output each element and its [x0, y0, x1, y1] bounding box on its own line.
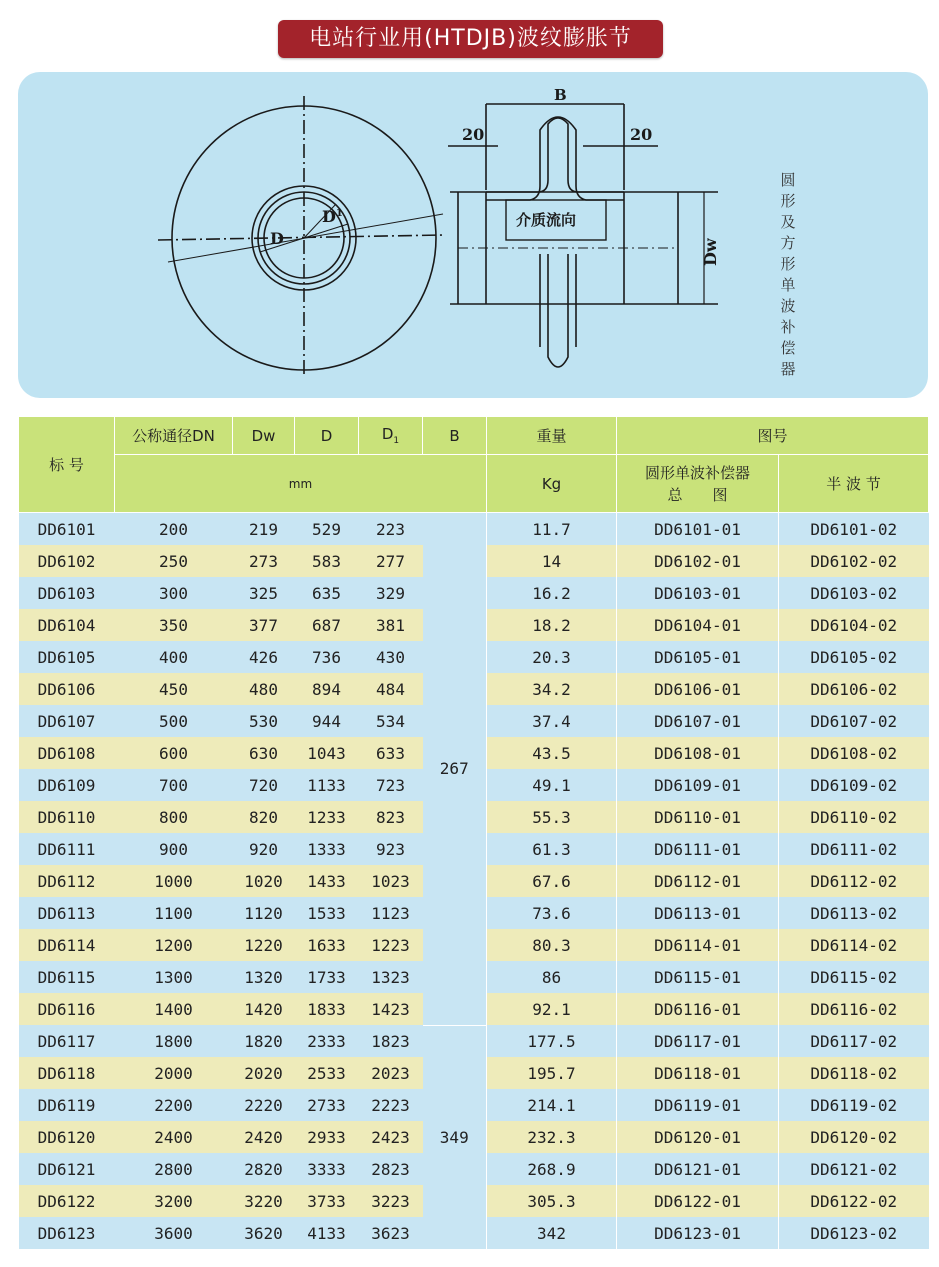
- cell-assembly: DD6104-01: [617, 609, 779, 641]
- header-drawing-no: 图号: [617, 417, 929, 455]
- cell-assembly: DD6112-01: [617, 865, 779, 897]
- cell-dn: 600: [115, 737, 233, 769]
- cell-d: 529: [295, 513, 359, 546]
- cell-dw: 720: [233, 769, 295, 801]
- cell-d1: 2223: [359, 1089, 423, 1121]
- cell-half-wave: DD6104-02: [779, 609, 929, 641]
- cell-d: 1433: [295, 865, 359, 897]
- cell-dn: 1300: [115, 961, 233, 993]
- cell-d1: 2423: [359, 1121, 423, 1153]
- table-row: [19, 513, 929, 546]
- cell-dn: 250: [115, 545, 233, 577]
- cell-d: 944: [295, 705, 359, 737]
- cell-dn: 700: [115, 769, 233, 801]
- cell-half-wave: DD6116-02: [779, 993, 929, 1025]
- cell-mark: DD6103: [19, 577, 115, 609]
- cell-mark: DD6114: [19, 929, 115, 961]
- cell-mark: DD6111: [19, 833, 115, 865]
- cell-assembly: DD6116-01: [617, 993, 779, 1025]
- cell-weight: 61.3: [487, 833, 617, 865]
- cell-dn: 2200: [115, 1089, 233, 1121]
- table-body: [19, 513, 929, 1250]
- cell-dn: 2800: [115, 1153, 233, 1185]
- cell-weight: 16.2: [487, 577, 617, 609]
- cell-d1: 223: [359, 513, 423, 546]
- cell-dw: 820: [233, 801, 295, 833]
- cell-half-wave: DD6109-02: [779, 769, 929, 801]
- cell-dw: 1820: [233, 1025, 295, 1057]
- cell-mark: DD6113: [19, 897, 115, 929]
- cell-weight: 18.2: [487, 609, 617, 641]
- cell-half-wave: DD6102-02: [779, 545, 929, 577]
- cell-mark: DD6118: [19, 1057, 115, 1089]
- cell-d: 1233: [295, 801, 359, 833]
- cell-d1: 484: [359, 673, 423, 705]
- cell-weight: 34.2: [487, 673, 617, 705]
- cell-half-wave: DD6113-02: [779, 897, 929, 929]
- cell-d1: 3623: [359, 1217, 423, 1249]
- cell-weight: 195.7: [487, 1057, 617, 1089]
- cell-d1: 534: [359, 705, 423, 737]
- cell-dn: 1800: [115, 1025, 233, 1057]
- cell-weight: 177.5: [487, 1025, 617, 1057]
- cell-d1: 1023: [359, 865, 423, 897]
- cell-mark: DD6112: [19, 865, 115, 897]
- cell-weight: 92.1: [487, 993, 617, 1025]
- cell-d: 4133: [295, 1217, 359, 1249]
- cell-d: 1733: [295, 961, 359, 993]
- cell-dw: 377: [233, 609, 295, 641]
- cell-mark: DD6108: [19, 737, 115, 769]
- cell-d: 736: [295, 641, 359, 673]
- cell-dn: 400: [115, 641, 233, 673]
- side-label: 圆形及方形单波补偿器: [780, 171, 796, 378]
- cell-dn: 450: [115, 673, 233, 705]
- cell-dn: 3200: [115, 1185, 233, 1217]
- cell-dn: 1000: [115, 865, 233, 897]
- cell-d1: 430: [359, 641, 423, 673]
- cell-d1: 723: [359, 769, 423, 801]
- cell-mark: DD6102: [19, 545, 115, 577]
- cell-weight: 20.3: [487, 641, 617, 673]
- cell-dw: 1220: [233, 929, 295, 961]
- cell-mark: DD6105: [19, 641, 115, 673]
- cell-d: 583: [295, 545, 359, 577]
- cell-assembly: DD6117-01: [617, 1025, 779, 1057]
- cell-mark: DD6119: [19, 1089, 115, 1121]
- cell-assembly: DD6105-01: [617, 641, 779, 673]
- cell-mark: DD6123: [19, 1217, 115, 1249]
- cell-weight: 11.7: [487, 513, 617, 546]
- cell-weight: 55.3: [487, 801, 617, 833]
- cell-half-wave: DD6122-02: [779, 1185, 929, 1217]
- cell-mark: DD6115: [19, 961, 115, 993]
- cell-assembly: DD6114-01: [617, 929, 779, 961]
- cell-mark: DD6110: [19, 801, 115, 833]
- cell-d: 1533: [295, 897, 359, 929]
- cell-assembly: DD6106-01: [617, 673, 779, 705]
- cell-assembly: DD6119-01: [617, 1089, 779, 1121]
- cell-assembly: DD6110-01: [617, 801, 779, 833]
- cell-d: 1133: [295, 769, 359, 801]
- cell-weight: 49.1: [487, 769, 617, 801]
- cell-d1: 277: [359, 545, 423, 577]
- cell-assembly: DD6123-01: [617, 1217, 779, 1249]
- cell-weight: 342: [487, 1217, 617, 1249]
- cell-assembly: DD6121-01: [617, 1153, 779, 1185]
- spec-table-wrap: [18, 416, 928, 1249]
- cell-assembly: DD6120-01: [617, 1121, 779, 1153]
- cell-mark: DD6106: [19, 673, 115, 705]
- cell-d1: 1123: [359, 897, 423, 929]
- cell-dn: 300: [115, 577, 233, 609]
- cell-d1: 329: [359, 577, 423, 609]
- cell-dw: 1120: [233, 897, 295, 929]
- cell-dw: 920: [233, 833, 295, 865]
- header-weight: 重量: [487, 417, 617, 455]
- cell-half-wave: DD6108-02: [779, 737, 929, 769]
- cell-dw: 426: [233, 641, 295, 673]
- cell-d1: 823: [359, 801, 423, 833]
- cell-dn: 1200: [115, 929, 233, 961]
- cell-dw: 325: [233, 577, 295, 609]
- header-dw: Dw: [233, 417, 295, 455]
- cell-dn: 350: [115, 609, 233, 641]
- cell-half-wave: DD6123-02: [779, 1217, 929, 1249]
- cell-weight: 73.6: [487, 897, 617, 929]
- dim-b-label: B: [554, 86, 567, 104]
- cell-dw: 219: [233, 513, 295, 546]
- cell-assembly: DD6113-01: [617, 897, 779, 929]
- cell-mark: DD6116: [19, 993, 115, 1025]
- cell-half-wave: DD6111-02: [779, 833, 929, 865]
- dim-d1-label: $D^1$: [322, 207, 343, 226]
- cell-b: 349: [423, 1025, 487, 1249]
- cell-dw: 3220: [233, 1185, 295, 1217]
- cell-d: 1333: [295, 833, 359, 865]
- dim-dw-label: Dw: [701, 238, 720, 266]
- cell-dw: 1020: [233, 865, 295, 897]
- cell-assembly: DD6108-01: [617, 737, 779, 769]
- header-b: B: [423, 417, 487, 455]
- header-d: D: [295, 417, 359, 455]
- cell-mark: DD6104: [19, 609, 115, 641]
- cell-d1: 1423: [359, 993, 423, 1025]
- page-title: 电站行业用(HTDJB)波纹膨胀节: [278, 20, 663, 58]
- cell-dw: 530: [233, 705, 295, 737]
- dim-20-left-label: 20: [462, 125, 485, 144]
- cell-weight: 14: [487, 545, 617, 577]
- header-mark: 标 号: [19, 417, 115, 513]
- cell-weight: 80.3: [487, 929, 617, 961]
- header-d1: $D_1$: [359, 417, 423, 455]
- cell-d1: 3223: [359, 1185, 423, 1217]
- cell-dw: 1320: [233, 961, 295, 993]
- cell-d1: 2023: [359, 1057, 423, 1089]
- cell-dn: 1100: [115, 897, 233, 929]
- cell-half-wave: DD6107-02: [779, 705, 929, 737]
- cell-d1: 1223: [359, 929, 423, 961]
- cell-weight: 43.5: [487, 737, 617, 769]
- cell-assembly: DD6118-01: [617, 1057, 779, 1089]
- cell-half-wave: DD6106-02: [779, 673, 929, 705]
- cell-assembly: DD6122-01: [617, 1185, 779, 1217]
- cell-d: 2733: [295, 1089, 359, 1121]
- cell-assembly: DD6101-01: [617, 513, 779, 546]
- cell-assembly: DD6102-01: [617, 545, 779, 577]
- cell-d: 3733: [295, 1185, 359, 1217]
- cell-mark: DD6107: [19, 705, 115, 737]
- cell-dn: 2000: [115, 1057, 233, 1089]
- cell-half-wave: DD6119-02: [779, 1089, 929, 1121]
- cell-weight: 37.4: [487, 705, 617, 737]
- cell-weight: 305.3: [487, 1185, 617, 1217]
- header-unit-mm: mm: [115, 455, 487, 513]
- cell-dn: 1400: [115, 993, 233, 1025]
- dim-20-right-label: 20: [630, 125, 653, 144]
- cell-dw: 3620: [233, 1217, 295, 1249]
- cell-dw: 2220: [233, 1089, 295, 1121]
- cell-d: 1043: [295, 737, 359, 769]
- cell-dw: 2820: [233, 1153, 295, 1185]
- cell-d: 1833: [295, 993, 359, 1025]
- cell-d: 2933: [295, 1121, 359, 1153]
- cell-dw: 630: [233, 737, 295, 769]
- cell-assembly: DD6111-01: [617, 833, 779, 865]
- cell-mark: DD6109: [19, 769, 115, 801]
- cell-half-wave: DD6112-02: [779, 865, 929, 897]
- cell-assembly: DD6109-01: [617, 769, 779, 801]
- cell-mark: DD6120: [19, 1121, 115, 1153]
- spec-table: [18, 416, 929, 1249]
- cell-weight: 268.9: [487, 1153, 617, 1185]
- cell-d1: 923: [359, 833, 423, 865]
- cell-weight: 67.6: [487, 865, 617, 897]
- cell-d: 894: [295, 673, 359, 705]
- header-assembly: 圆形单波补偿器 总 图: [617, 455, 779, 513]
- cell-half-wave: DD6105-02: [779, 641, 929, 673]
- cell-dw: 2420: [233, 1121, 295, 1153]
- cell-mark: DD6101: [19, 513, 115, 546]
- cell-half-wave: DD6101-02: [779, 513, 929, 546]
- cell-weight: 232.3: [487, 1121, 617, 1153]
- cell-dn: 3600: [115, 1217, 233, 1249]
- cell-d1: 1823: [359, 1025, 423, 1057]
- header-unit-kg: Kg: [487, 455, 617, 513]
- cell-mark: DD6121: [19, 1153, 115, 1185]
- cell-d: 687: [295, 609, 359, 641]
- cell-d1: 381: [359, 609, 423, 641]
- cell-b: 267: [423, 513, 487, 1026]
- cell-mark: DD6122: [19, 1185, 115, 1217]
- cell-d: 2333: [295, 1025, 359, 1057]
- cell-dw: 1420: [233, 993, 295, 1025]
- cell-d1: 633: [359, 737, 423, 769]
- cell-dw: 2020: [233, 1057, 295, 1089]
- cell-d1: 2823: [359, 1153, 423, 1185]
- cell-d: 635: [295, 577, 359, 609]
- cell-weight: 214.1: [487, 1089, 617, 1121]
- cell-half-wave: DD6121-02: [779, 1153, 929, 1185]
- cell-d: 1633: [295, 929, 359, 961]
- cell-d1: 1323: [359, 961, 423, 993]
- cell-dw: 480: [233, 673, 295, 705]
- dim-d-label: D: [270, 229, 284, 248]
- cell-weight: 86: [487, 961, 617, 993]
- cell-dn: 200: [115, 513, 233, 546]
- cell-half-wave: DD6114-02: [779, 929, 929, 961]
- cell-half-wave: DD6110-02: [779, 801, 929, 833]
- header-dn: 公称通径DN: [115, 417, 233, 455]
- cell-dn: 800: [115, 801, 233, 833]
- diagram-panel: [18, 72, 928, 398]
- cell-half-wave: DD6115-02: [779, 961, 929, 993]
- cell-d: 3333: [295, 1153, 359, 1185]
- cell-mark: DD6117: [19, 1025, 115, 1057]
- table-row: [19, 1025, 929, 1057]
- cell-half-wave: DD6117-02: [779, 1025, 929, 1057]
- cell-d: 2533: [295, 1057, 359, 1089]
- cell-half-wave: DD6103-02: [779, 577, 929, 609]
- cell-assembly: DD6115-01: [617, 961, 779, 993]
- cell-assembly: DD6103-01: [617, 577, 779, 609]
- cell-half-wave: DD6120-02: [779, 1121, 929, 1153]
- cell-assembly: DD6107-01: [617, 705, 779, 737]
- cell-dn: 2400: [115, 1121, 233, 1153]
- cell-dw: 273: [233, 545, 295, 577]
- header-half-wave: 半 波 节: [779, 455, 929, 513]
- cell-half-wave: DD6118-02: [779, 1057, 929, 1089]
- cell-dn: 500: [115, 705, 233, 737]
- flow-direction-label: 介质流向: [516, 211, 577, 229]
- cell-dn: 900: [115, 833, 233, 865]
